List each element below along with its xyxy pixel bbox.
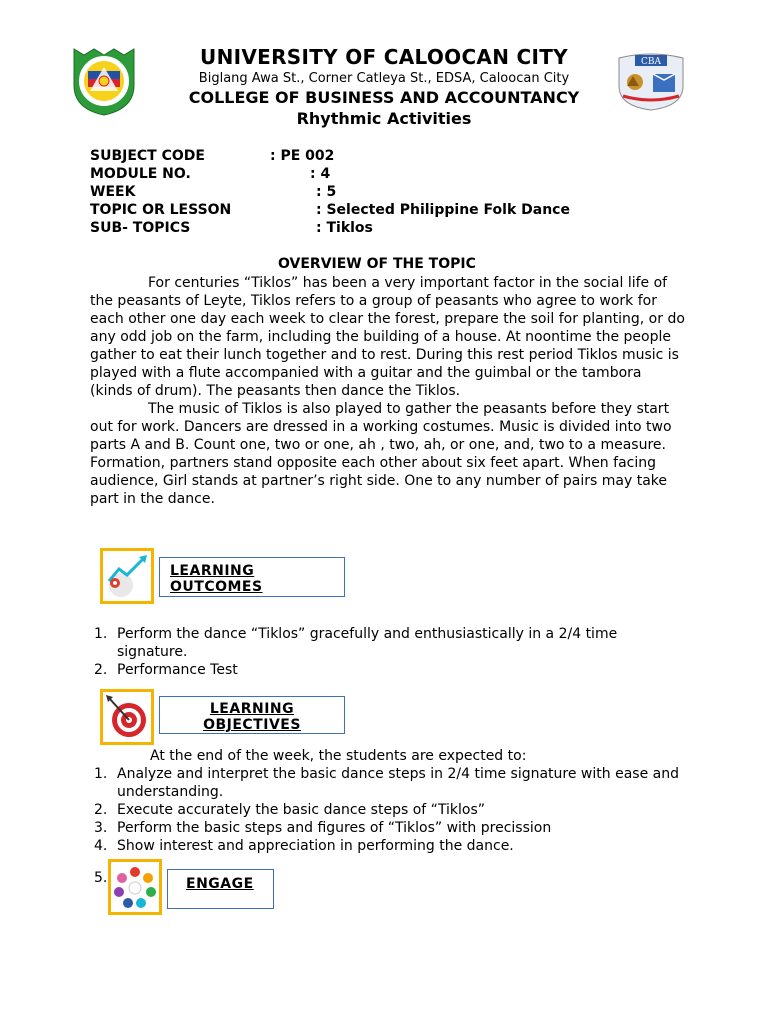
list-item [90,801,690,819]
topic-value: : Selected Philippine Folk Dance [316,202,570,218]
list-item [90,837,690,855]
outcomes-icon-frame [100,548,154,604]
week-row [90,183,337,201]
subject-info [90,147,570,237]
module-no-row [90,165,331,183]
list-number: 2. [94,802,108,818]
objectives-intro: At the end of the week, the students are expected to: [150,748,527,764]
university-name: UNIVERSITY OF CALOOCAN CITY [200,45,568,69]
list-text: Perform the dance “Tiklos” gracefully and enthusiastically in a 2/4 time signature. [117,626,618,660]
subject-code-label: SUBJECT CODE [90,148,205,164]
list-text: Execute accurately the basic dance steps of “Tiklos” [117,802,486,818]
list-text: Perform the basic steps and figures of “Tiklos” with precission [117,820,552,836]
list-number: 2. [94,662,108,678]
list-item [90,625,690,661]
list-number: 4. [94,838,108,854]
engage-number: 5. [94,870,108,886]
list-number: 1. [94,766,108,782]
list-item [90,661,690,679]
list-text: Analyze and interpret the basic dance steps in 2/4 time signature with ease and understanding. [117,766,679,800]
list-number: 1. [94,626,108,642]
topic-label: TOPIC OR LESSON [90,202,232,218]
overview-paragraph-1-text: For centuries “Tiklos” has been a very important factor in the social life of the peasants of Leyte, Tiklos refers to a group of peasants who agree to work for each other one day each week to clear the forest, prepare the soil for planting, or do any odd job on the farm, including the building of a house. At noontime the people gather to eat their lunch together and to rest. During this rest period Tiklos music is played with a flute accompanied with a guitar and the guimbal or the tambora (kinds of drum). The peasants then dance the Tiklos. [90,275,685,399]
topic-row [90,201,570,219]
objectives-icon-frame [100,689,154,745]
objectives-list [90,765,690,855]
module-no-value: : 4 [310,166,331,182]
cba-logo-text: CBA [641,57,661,67]
list-item [90,765,690,801]
overview-title: OVERVIEW OF THE TOPIC [278,256,476,272]
subtopics-row [90,219,373,237]
list-number: 3. [94,820,108,836]
subtopics-value: : Tiklos [316,220,373,236]
overview-paragraph-2 [90,400,686,508]
target-icon [103,692,151,742]
learning-outcomes-label: LEARNING OUTCOMES [159,557,345,597]
overview-paragraph-1 [90,274,686,400]
subject-code-row [90,147,335,165]
engage-icon-frame [108,859,162,915]
list-text: Performance Test [117,662,238,678]
overview-paragraph-2-text: The music of Tiklos is also played to gather the peasants before they start out for work. Dancers are dressed in a working costumes. Music is divided into two parts A and B. Count one, two or one, ah , two, ah, or one, and, two to a measure. Formation, partners stand opposite each other about six feet apart. When facing audience, Girl stands at partner’s right side. One to any number of pairs may take part in the dance. [90,401,672,507]
learning-objectives-label: LEARNING OBJECTIVES [159,696,345,734]
outcomes-list [90,625,690,679]
overview-body [90,274,686,508]
growth-chart-icon [103,551,151,601]
list-item [90,819,690,837]
list-text: Show interest and appreciation in performing the dance. [117,838,514,854]
engage-label: ENGAGE [167,869,274,909]
college-name: COLLEGE OF BUSINESS AND ACCOUNTANCY [188,88,580,107]
week-value: : 5 [316,184,337,200]
week-label: WEEK [90,184,136,200]
module-no-label: MODULE NO. [90,166,191,182]
team-circle-icon [111,862,159,912]
course-title: Rhythmic Activities [296,109,472,128]
subject-code-value: : PE 002 [270,148,335,164]
subtopics-label: SUB- TOPICS [90,220,191,236]
university-address: Biglang Awa St., Corner Catleya St., EDSA, Caloocan City [198,71,570,86]
